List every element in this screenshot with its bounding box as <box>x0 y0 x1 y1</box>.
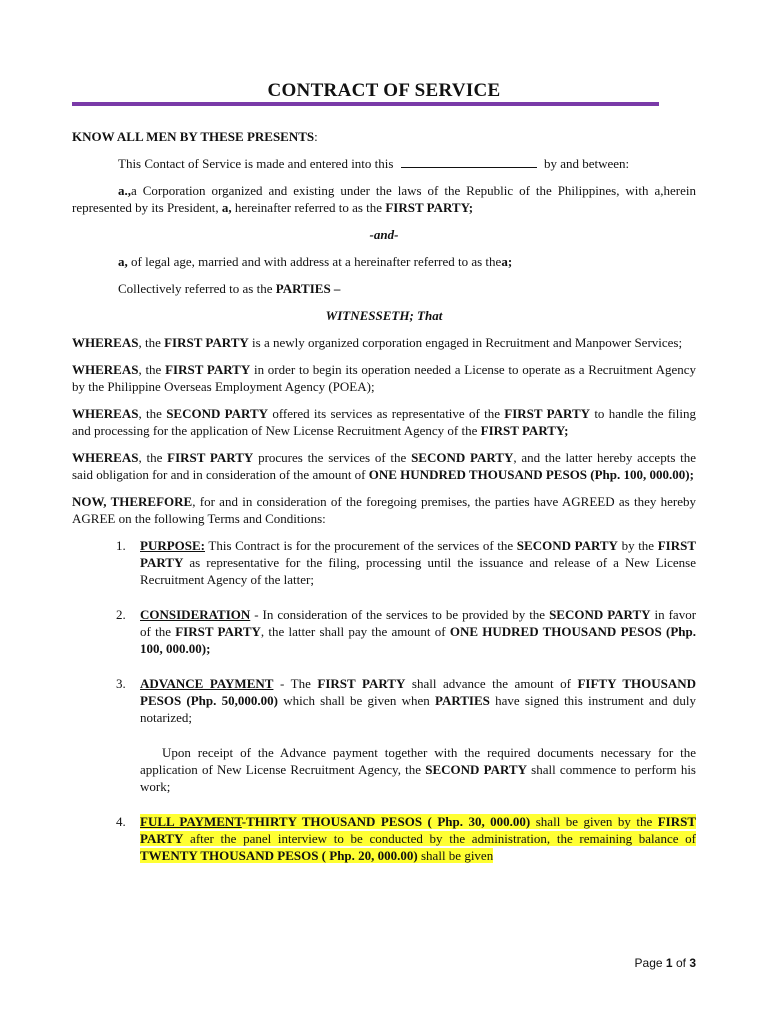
second-party-paragraph: a, of legal age, married and with address at a hereinafter referred to as thea; <box>118 254 513 269</box>
page-number: Page 1 of 3 <box>634 956 696 970</box>
intro-made: This Contact of Service is made and entered into this by and between: <box>118 156 630 171</box>
date-blank-line <box>401 155 537 168</box>
document-title: CONTRACT OF SERVICE <box>267 80 501 101</box>
whereas-3: WHEREAS, the SECOND PARTY offered its services as representative of the FIRST PARTY to handle the filing and processing for the application of New License Recruitment Agency of the FIRST PARTY; <box>72 406 697 438</box>
title-underline <box>72 102 659 106</box>
terms-list <box>116 537 696 726</box>
first-party-paragraph: a.,a Corporation organized and existing under the laws of the Republic of the Philippines, with a,herein represented by its President, a, hereinafter referred to as the FIRST PARTY; <box>72 183 696 215</box>
highlighted-text: FULL PAYMENT-THIRTY THOUSAND PESOS ( Php. 30, 000.00) shall be given by the FIRST PARTY after the panel interview to be conducted by the administration, the remaining balance of TWENTY THOUSAND PESOS ( Php. 20, 000.00) shall be given <box>140 814 697 863</box>
advance-payment-subparagraph: Upon receipt of the Advance payment together with the required documents necessary for the application of New License Recruitment Agency, the SECOND PARTY shall commence to perform his work; <box>140 745 696 794</box>
list-item: 3. ADVANCE PAYMENT - The FIRST PARTY shall advance the amount of FIFTY THOUSAND PESOS (Php. 50,000.00) which shall be given when PARTIES have signed this instrument and duly notarized; <box>116 676 697 725</box>
collective-paragraph: Collectively referred to as the PARTIES – <box>118 281 341 296</box>
list-item: 2. CONSIDERATION - In consideration of the services to be provided by the SECOND PARTY in favor of the FIRST PARTY, the latter shall pay the amount of ONE HUDRED THOUSAND PESOS (Php. 100, 000.00); <box>116 607 697 656</box>
now-therefore: NOW, THEREFORE, for and in consideration of the foregoing premises, the parties have AGREED as they hereby AGREE on the following Terms and Conditions: <box>72 494 696 526</box>
whereas-1: WHEREAS, the FIRST PARTY is a newly organized corporation engaged in Recruitment and Manpower Services; <box>72 335 683 350</box>
intro-heading: KNOW ALL MEN BY THESE PRESENTS: <box>72 129 318 144</box>
whereas-4: WHEREAS, the FIRST PARTY procures the services of the SECOND PARTY, and the latter hereby accepts the said obligation for and in consideration of the amount of ONE HUNDRED THOUSAND PESOS (Php. 100, 000.00); <box>72 450 697 482</box>
document-body <box>72 128 696 882</box>
witnesseth-heading: WITNESSETH; That <box>325 308 443 323</box>
list-item: 1. PURPOSE: This Contract is for the procurement of the services of the SECOND PARTY by the FIRST PARTY as representative for the filing, processing until the issuance and release of a New License Recruitment Agency of the latter; <box>116 538 697 587</box>
terms-list-continued <box>116 813 696 864</box>
and-separator: -and- <box>369 227 399 242</box>
list-item: 4. FULL PAYMENT-THIRTY THOUSAND PESOS ( Php. 30, 000.00) shall be given by the FIRST PARTY after the panel interview to be conducted by the administration, the remaining balance of TWENTY THOUSAND PESOS ( Php. 20, 000.00) shall be given <box>116 814 697 863</box>
whereas-2: WHEREAS, the FIRST PARTY in order to begin its operation needed a License to operate as a Recruitment Agency by the Philippine Overseas Employment Agency (POEA); <box>72 362 697 394</box>
